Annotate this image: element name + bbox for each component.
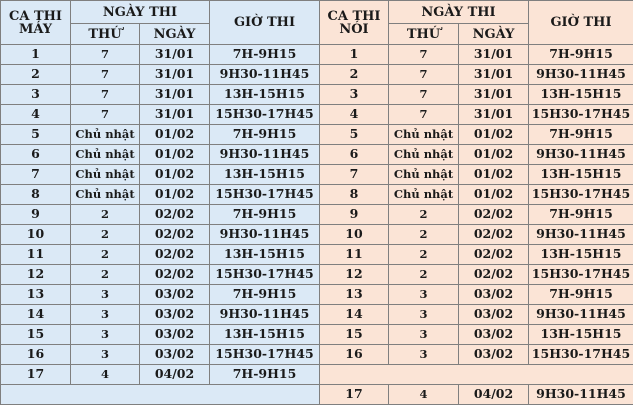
cell-left-thu: Chủ nhật: [71, 185, 140, 205]
header-ca-thi-noi: CA THI NÓI: [320, 1, 389, 45]
cell-left-ngay: 01/02: [140, 165, 210, 185]
cell-right-gio: 7H-9H15: [529, 45, 633, 65]
cell-left-gio: 15H30-17H45: [210, 345, 320, 365]
cell-right-ca: 11: [320, 245, 389, 265]
cell-right-thu: Chủ nhật: [389, 165, 459, 185]
cell-right-gio: 9H30-11H45: [529, 145, 633, 165]
cell-left-ngay: 03/02: [140, 325, 210, 345]
cell-left-thu: 3: [71, 345, 140, 365]
cell-right-ngay: 31/01: [459, 65, 529, 85]
cell-right-ca: 7: [320, 165, 389, 185]
cell-right-ngay: 02/02: [459, 265, 529, 285]
cell-right-ca: 5: [320, 125, 389, 145]
cell-right-gio: 15H30-17H45: [529, 185, 633, 205]
header-thu-left: THỨ: [71, 24, 140, 45]
cell-left-gio: 7H-9H15: [210, 285, 320, 305]
cell-left-gio: 7H-9H15: [210, 205, 320, 225]
table-row: [1, 325, 633, 345]
header-ngay-right: NGÀY: [459, 24, 529, 45]
header-ca-thi-may: CA THI MÁY: [1, 1, 71, 45]
cell-left-ngay: 31/01: [140, 105, 210, 125]
cell-left-thu: 7: [71, 45, 140, 65]
cell-left-ca: 5: [1, 125, 71, 145]
table-row: [1, 65, 633, 85]
header-row-1: [1, 1, 633, 24]
cell-left-ca: 13: [1, 285, 71, 305]
cell-right-ngay: 31/01: [459, 45, 529, 65]
table-row: [1, 385, 633, 405]
table-row: [1, 245, 633, 265]
cell-left-thu: 2: [71, 225, 140, 245]
cell-left-thu: 2: [71, 205, 140, 225]
cell-right-thu: 3: [389, 285, 459, 305]
cell-left-thu: 3: [71, 325, 140, 345]
cell-left-ca: 7: [1, 165, 71, 185]
cell-left-ca: 4: [1, 105, 71, 125]
cell-right-ca: 14: [320, 305, 389, 325]
cell-right-thu: 2: [389, 205, 459, 225]
cell-left-ngay: 31/01: [140, 65, 210, 85]
cell-left-ca: 2: [1, 65, 71, 85]
cell-right-thu: Chủ nhật: [389, 125, 459, 145]
cell-right-ca: 3: [320, 85, 389, 105]
cell-right-ca: 4: [320, 105, 389, 125]
cell-left-ngay: 03/02: [140, 305, 210, 325]
table-row: [1, 225, 633, 245]
cell-right-ca: 2: [320, 65, 389, 85]
cell-right-gio: 9H30-11H45: [529, 305, 633, 325]
cell-left-thu: 7: [71, 85, 140, 105]
cell-right-ca: 13: [320, 285, 389, 305]
cell-right-ca: 8: [320, 185, 389, 205]
table-row: [1, 85, 633, 105]
cell-right-thu: 2: [389, 245, 459, 265]
cell-right-gio: 13H-15H15: [529, 325, 633, 345]
cell-left-gio: 15H30-17H45: [210, 265, 320, 285]
cell-left-ca: 9: [1, 205, 71, 225]
cell-left-ngay: 01/02: [140, 125, 210, 145]
cell-right-gio: 7H-9H15: [529, 285, 633, 305]
cell-right-thu: 7: [389, 105, 459, 125]
cell-left-thu: Chủ nhật: [71, 125, 140, 145]
cell-left-gio: 13H-15H15: [210, 245, 320, 265]
cell-left-ca: 1: [1, 45, 71, 65]
table-row: [1, 145, 633, 165]
cell-right-gio: 9H30-11H45: [529, 65, 633, 85]
cell-left-ca: 12: [1, 265, 71, 285]
cell-right-ngay: 31/01: [459, 85, 529, 105]
cell-left-ca: 6: [1, 145, 71, 165]
cell-right-thu: 7: [389, 85, 459, 105]
cell-right-gio: 7H-9H15: [529, 205, 633, 225]
empty-right-cell: [320, 365, 633, 385]
cell-right-ngay: 03/02: [459, 285, 529, 305]
cell-right-thu: 2: [389, 225, 459, 245]
cell-right-ca: 17: [320, 385, 389, 405]
cell-left-gio: 15H30-17H45: [210, 185, 320, 205]
cell-right-ca: 1: [320, 45, 389, 65]
cell-left-thu: 3: [71, 285, 140, 305]
cell-left-gio: 15H30-17H45: [210, 105, 320, 125]
cell-right-ngay: 01/02: [459, 125, 529, 145]
cell-right-ngay: 02/02: [459, 245, 529, 265]
header-thu-right: THỨ: [389, 24, 459, 45]
cell-right-ca: 16: [320, 345, 389, 365]
table-row: [1, 365, 633, 385]
cell-left-gio: 9H30-11H45: [210, 145, 320, 165]
cell-right-ngay: 01/02: [459, 185, 529, 205]
cell-left-gio: 7H-9H15: [210, 365, 320, 385]
cell-right-gio: 9H30-11H45: [529, 225, 633, 245]
cell-left-ca: 11: [1, 245, 71, 265]
cell-right-ca: 10: [320, 225, 389, 245]
cell-left-ngay: 02/02: [140, 225, 210, 245]
table-row: [1, 105, 633, 125]
cell-left-ngay: 03/02: [140, 345, 210, 365]
cell-right-thu: 3: [389, 325, 459, 345]
cell-left-ca: 3: [1, 85, 71, 105]
cell-right-ngay: 02/02: [459, 205, 529, 225]
cell-left-thu: 2: [71, 245, 140, 265]
cell-left-thu: 4: [71, 365, 140, 385]
cell-right-gio: 13H-15H15: [529, 245, 633, 265]
cell-left-ngay: 31/01: [140, 45, 210, 65]
header-ngay-thi-right: NGÀY THI: [389, 1, 529, 24]
cell-right-thu: 3: [389, 305, 459, 325]
cell-right-thu: Chủ nhật: [389, 185, 459, 205]
cell-left-thu: 7: [71, 105, 140, 125]
cell-left-gio: 9H30-11H45: [210, 65, 320, 85]
cell-right-gio: 9H30-11H45: [529, 385, 633, 405]
cell-right-gio: 13H-15H15: [529, 85, 633, 105]
cell-left-ngay: 03/02: [140, 285, 210, 305]
cell-left-thu: 3: [71, 305, 140, 325]
cell-right-thu: 2: [389, 265, 459, 285]
cell-right-gio: 15H30-17H45: [529, 265, 633, 285]
cell-right-ngay: 01/02: [459, 165, 529, 185]
table-row: [1, 45, 633, 65]
cell-right-ngay: 31/01: [459, 105, 529, 125]
cell-right-thu: 4: [389, 385, 459, 405]
cell-left-thu: 2: [71, 265, 140, 285]
cell-left-gio: 7H-9H15: [210, 45, 320, 65]
cell-left-thu: Chủ nhật: [71, 165, 140, 185]
cell-left-gio: 13H-15H15: [210, 325, 320, 345]
header-ngay-left: NGÀY: [140, 24, 210, 45]
cell-left-ngay: 01/02: [140, 185, 210, 205]
table-row: [1, 285, 633, 305]
cell-left-gio: 7H-9H15: [210, 125, 320, 145]
table-row: [1, 345, 633, 365]
table-row: [1, 165, 633, 185]
cell-left-ngay: 01/02: [140, 145, 210, 165]
cell-right-ca: 15: [320, 325, 389, 345]
cell-left-thu: Chủ nhật: [71, 145, 140, 165]
table-row: [1, 305, 633, 325]
cell-right-ngay: 02/02: [459, 225, 529, 245]
cell-right-ngay: 04/02: [459, 385, 529, 405]
cell-left-ca: 15: [1, 325, 71, 345]
cell-left-ca: 14: [1, 305, 71, 325]
cell-left-gio: 9H30-11H45: [210, 225, 320, 245]
table-row: [1, 205, 633, 225]
table-row: [1, 265, 633, 285]
cell-right-ca: 12: [320, 265, 389, 285]
table-row: [1, 185, 633, 205]
cell-right-ca: 9: [320, 205, 389, 225]
cell-right-ngay: 01/02: [459, 145, 529, 165]
cell-left-gio: 13H-15H15: [210, 165, 320, 185]
cell-right-gio: 7H-9H15: [529, 125, 633, 145]
table-row: [1, 125, 633, 145]
cell-right-gio: 15H30-17H45: [529, 105, 633, 125]
header-gio-thi-right: GIỜ THI: [529, 1, 633, 45]
cell-right-ngay: 03/02: [459, 305, 529, 325]
cell-right-thu: 3: [389, 345, 459, 365]
cell-right-thu: Chủ nhật: [389, 145, 459, 165]
cell-left-ngay: 02/02: [140, 265, 210, 285]
cell-left-gio: 9H30-11H45: [210, 305, 320, 325]
cell-left-ca: 17: [1, 365, 71, 385]
cell-right-ngay: 03/02: [459, 325, 529, 345]
cell-left-ngay: 31/01: [140, 85, 210, 105]
cell-right-gio: 13H-15H15: [529, 165, 633, 185]
cell-right-thu: 7: [389, 65, 459, 85]
cell-right-thu: 7: [389, 45, 459, 65]
cell-left-ngay: 04/02: [140, 365, 210, 385]
header-gio-thi-left: GIỜ THI: [210, 1, 320, 45]
header-ngay-thi-left: NGÀY THI: [71, 1, 210, 24]
cell-left-thu: 7: [71, 65, 140, 85]
cell-left-ca: 10: [1, 225, 71, 245]
cell-left-ngay: 02/02: [140, 205, 210, 225]
cell-left-ca: 8: [1, 185, 71, 205]
cell-left-gio: 13H-15H15: [210, 85, 320, 105]
cell-left-ca: 16: [1, 345, 71, 365]
cell-right-ca: 6: [320, 145, 389, 165]
cell-right-ngay: 03/02: [459, 345, 529, 365]
empty-left-cell: [1, 385, 320, 405]
cell-right-gio: 15H30-17H45: [529, 345, 633, 365]
cell-left-ngay: 02/02: [140, 245, 210, 265]
